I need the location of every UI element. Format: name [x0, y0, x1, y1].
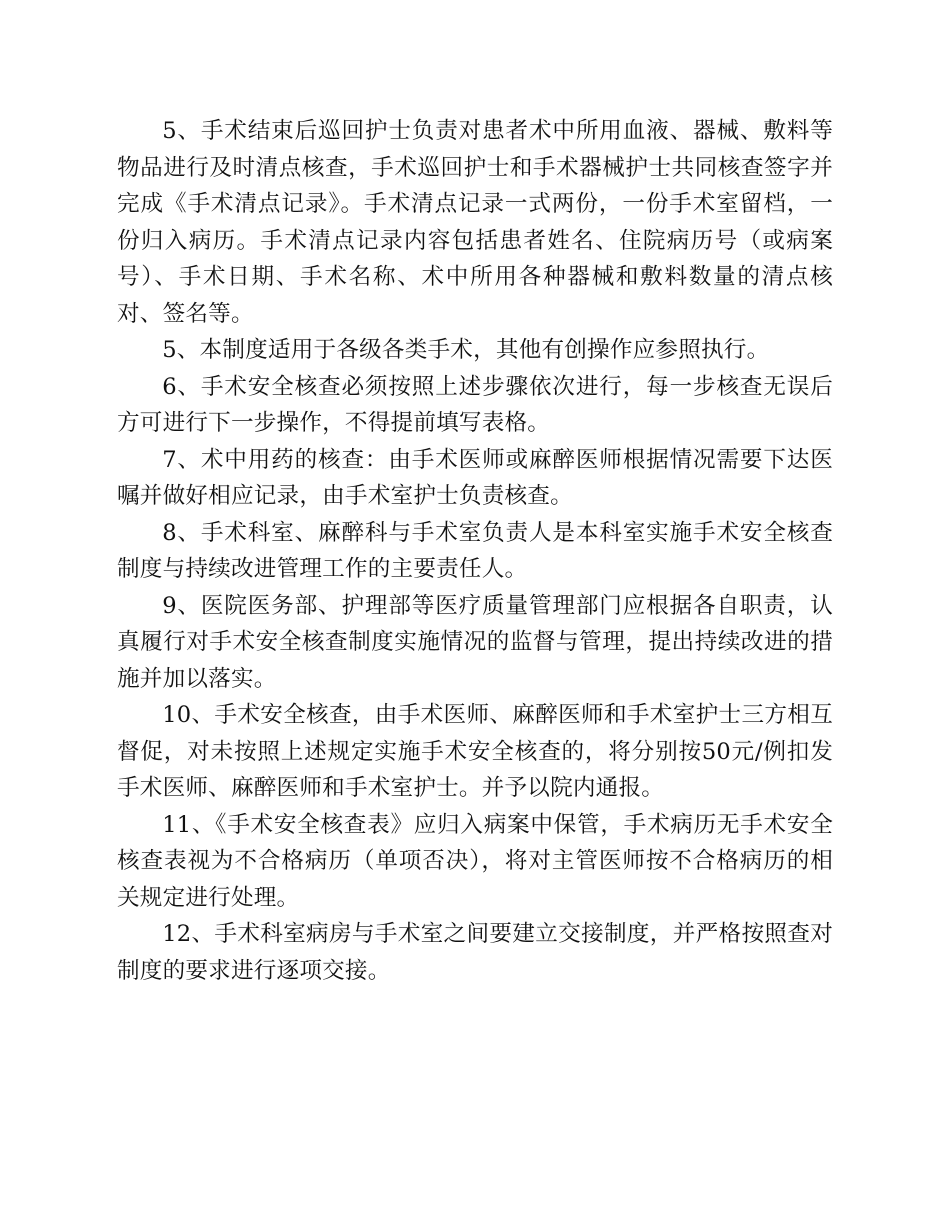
paragraph-item-7: 7、术中用药的核查：由手术医师或麻醉医师根据情况需要下达医嘱并做好相应记录，由手术室护士负责核查。	[117, 446, 833, 509]
paragraph-item-9: 9、医院医务部、护理部等医疗质量管理部门应根据各自职责，认真履行对手术安全核查制度实施情况的监督与管理，提出持续改进的措施并加以落实。	[117, 592, 833, 692]
document-page	[117, 113, 833, 989]
paragraph-item-12: 12、手术科室病房与手术室之间要建立交接制度，并严格按照查对制度的要求进行逐项交接。	[117, 921, 833, 984]
paragraph-item-10: 10、手术安全核查，由手术医师、麻醉医师和手术室护士三方相互督促，对未按照上述规定实施手术安全核查的，将分别按50元/例扣发手术医师、麻醉医师和手术室护士。并予以院内通报。	[117, 702, 833, 801]
paragraph-item-6: 6、手术安全核查必须按照上述步骤依次进行，每一步核查无误后方可进行下一步操作，不得提前填写表格。	[117, 373, 833, 436]
paragraph-item-5-scope: 5、本制度适用于各级各类手术，其他有创操作应参照执行。	[162, 337, 770, 363]
paragraph-item-11: 11、《手术安全核查表》应归入病案中保管，手术病历无手术安全核查表视为不合格病历（单项否决），将对主管医师按不合格病历的相关规定进行处理。	[117, 811, 833, 911]
paragraph-item-5-checklist-count: 5、手术结束后巡回护士负责对患者术中所用血液、器械、敷料等物品进行及时清点核查，手术巡回护士和手术器械护士共同核查签字并完成《手术清点记录》。手术清点记录一式两份，一份手术室留档，一份归入病历。手术清点记录内容包括患者姓名、住院病历号（或病案号）、手术日期、手术名称、术中所用各种器械和敷料数量的清点核对、签名等。	[117, 118, 833, 327]
paragraph-item-8: 8、手术科室、麻醉科与手术室负责人是本科室实施手术安全核查制度与持续改进管理工作的主要责任人。	[117, 519, 833, 582]
